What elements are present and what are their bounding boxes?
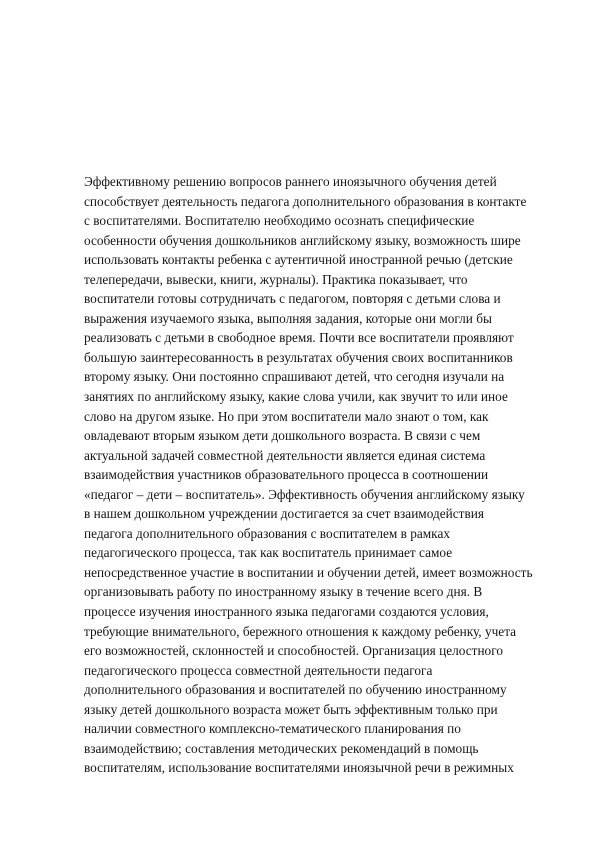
paragraph-line: дополнительного образования и воспитателей по обучению иностранному: [84, 682, 507, 698]
paragraph-line: непосредственное участие в воспитании и обучении детей, имеет возможность: [84, 564, 533, 580]
paragraph-line: организовывать работу по иностранному языку в течение всего дня. В: [84, 584, 483, 600]
paragraph-line: большую заинтересованность в результатах обучения своих воспитанников: [84, 349, 513, 365]
paragraph-line: с воспитателями. Воспитателю необходимо осознать специфические: [84, 213, 475, 229]
paragraph-line: овладевают вторым языком дети дошкольного возраста. В связи с чем: [84, 428, 481, 444]
paragraph-line: второму языку. Они постоянно спрашивают детей, что сегодня изучали на: [84, 369, 505, 385]
paragraph-line: процессе изучения иностранного языка педагогами создаются условия,: [84, 604, 489, 620]
paragraph-line: наличии совместного комплексно-тематического планирования по: [84, 721, 461, 737]
paragraph-line: телепередачи, вывески, книги, журналы). Практика показывает, что: [84, 271, 468, 287]
paragraph-line: Эффективному решению вопросов раннего иноязычного обучения детей: [84, 174, 497, 189]
paragraph-line: воспитателям, использование воспитателями иноязычной речи в режимных: [84, 760, 514, 776]
paragraph-line: слово на другом языке. Но при этом воспитатели мало знают о том, как: [84, 408, 489, 424]
paragraph-line: взаимодействию; составления методических рекомендаций в помощь: [84, 740, 479, 756]
paragraph-line: использовать контакты ребенка с аутентичной иностранной речью (детские: [84, 252, 513, 268]
paragraph-line: занятиях по английскому языку, какие слова учили, как звучит то или иное: [84, 389, 508, 405]
paragraph-line: способствует деятельность педагога дополнительного образования в контакте: [84, 193, 527, 209]
paragraph-line: в нашем дошкольном учреждении достигается за счет взаимодействия: [84, 506, 484, 522]
paragraph-line: педагогического процесса, так как воспитатель принимает самое: [84, 545, 453, 561]
paragraph-line: педагога дополнительного образования с воспитателем в рамках: [84, 525, 450, 541]
paragraph-line: «педагог – дети – воспитатель». Эффективность обучения английскому языку: [84, 486, 525, 502]
paragraph-line: выражения изучаемого языка, выполняя задания, которые они могли бы: [84, 310, 492, 326]
paragraph-line: педагогического процесса совместной деятельности педагога: [84, 662, 433, 678]
paragraph-line: реализовать с детьми в свободное время. Почти все воспитатели проявляют: [84, 330, 514, 346]
paragraph-line: требующие внимательного, бережного отношения к каждому ребенку, учета: [84, 623, 517, 639]
paragraph-line: воспитатели готовы сотрудничать с педагогом, повторяя с детьми слова и: [84, 291, 501, 307]
body-paragraph: [84, 172, 533, 778]
paragraph-line: языку детей дошкольного возраста может быть эффективным только при: [84, 701, 498, 717]
paragraph-line: актуальной задачей совместной деятельности является единая система: [84, 447, 486, 463]
paragraph-line: особенности обучения дошкольников английскому языку, возможность шире: [84, 232, 521, 248]
paragraph-line: его возможностей, склонностей и способностей. Организация целостного: [84, 643, 503, 659]
paragraph-line: взаимодействия участников образовательного процесса в соотношении: [84, 467, 489, 483]
